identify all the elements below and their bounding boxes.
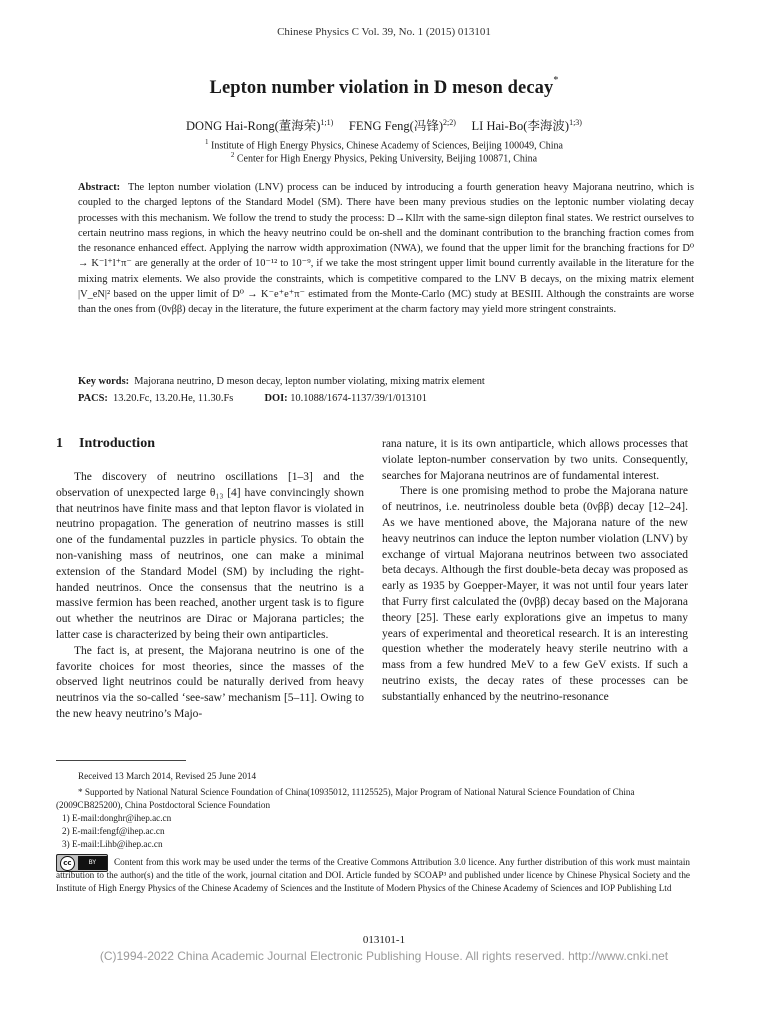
abstract-text: The lepton number violation (LNV) process can be induced by introducing a fourth generation heavy Majorana neutrino, which is coupled to the charged leptons of the Standard Model (SM). There have been many previous studies on the leptonic number violating decay processes with this mechanism. We follow the trend to study the process: D→Kllπ with the same-sign dilepton final states. We restrict ourselves to certain neutrino mass regions, in which the heavy neutrino could be on-shell and the dominant contribution to the branching fraction comes from the resonance enhanced effect. Applying the narrow width approximation (NWA), we found that the upper limit for the branching fractions for D⁰ → K⁻l⁺l⁺π⁻ are generally at the order of 10⁻¹² to 10⁻⁹, if we take the most stringent upper limit bound currently available in the literature for the mixing matrix elements. We also provide the constraints, which is competitive compared to the LNV B decays, on the mixing matrix element |V_eN|² based on the upper limit of D⁰ → K⁻e⁺e⁺π⁻ estimated from the Monte-Carlo (MC) study at BESIII. Although the constraints are worse than the ones from (0νββ) decay in the literature, the future experiment at the charm factory may yield more stringent constraints. (78, 182, 694, 316)
author-2: FENG Feng(冯锋)$^{2;2)}$ (348, 117, 456, 133)
paper-title (0, 75, 768, 99)
email-2[interactable]: 2) E-mail:fengf@ihep.ac.cn (62, 826, 165, 836)
column-left (56, 470, 364, 723)
email-1[interactable]: 1) E-mail:donghr@ihep.ac.cn (62, 813, 172, 823)
received-date: Received 13 March 2014, Revised 25 June 2014 (78, 771, 257, 781)
paragraph: The discovery of neutrino oscillations [1–3] and the observation of unexpected large θ₁₃ [4] have convincingly shown that neutrinos have finite mass and that lepton flavor is violated in neutrino propagation. The generation of neutrino masses is still one of the fundamental puzzles in particle physics. To obtain the non-vanishing mass of neutrinos, one can make a minimal extension of the Standard Model (SM) by including the right-handed neutrinos. Once the consensus that the neutrino is a massive fermion has been reached, another urgent task is to figure out whether the neutrinos are Dirac or Majorana particles; the latter case is characterized by being their own antiparticles. (56, 471, 364, 641)
pacs-codes: 13.20.Fc, 13.20.He, 11.30.Fs (113, 393, 234, 404)
running-header: Chinese Physics C Vol. 39, No. 1 (2015) 013101 (277, 26, 491, 38)
paragraph: The fact is, at present, the Majorana neutrino is one of the favorite choices for most theories, since the masses of the observed light neutrinos could be naturally derived from heavy neutrinos via the so-called ‘see-saw’ mechanism [5–11]. Owing to the new heavy neutrino’s Majo- (56, 644, 364, 720)
author-1: DONG Hai-Rong(董海荣)$^{1;1)}$ (186, 117, 334, 133)
author-3: LI Hai-Bo(李海波)$^{1;3)}$ (471, 117, 582, 133)
cc-circle-icon: cc (60, 856, 75, 871)
abstract-label: Abstract: (78, 182, 121, 193)
affiliation-2: $^2$ Center for High Energy Physics, Peking University, Beijing 100871, China (230, 151, 538, 165)
keywords: Key words: Majorana neutrino, D meson decay, lepton number violating, mixing matrix element (78, 376, 485, 387)
column-right (382, 437, 688, 706)
section-heading: 1 Introduction (56, 436, 155, 451)
funding-note: * Supported by National Natural Science Foundation of China(10935012, 11125525), Major Program of National Natural Science Foundation of China (2009CB825200), China Postdoctoral Science Foundation (56, 787, 635, 810)
author-list (0, 116, 768, 134)
paragraph: There is one promising method to probe the Majorana nature of neutrinos, i.e. neutrinoless double beta (0νββ) decay [12–24]. As we have mentioned above, the Majorana nature of the new heavy neutrinos can induce the lepton number violation (LNV) by exchange of virtual Majorana neutrinos between two associated beta decays. Although the first double-beta decay was proposed as early as 1935 by Goepper-Mayer, it was not until four years later that Furry first calculated the (0νββ) decay based on the Majorana theory [25]. These early explorations give an impetus to many years of experimental and theoretical research. It is an interesting question whether the moderately heavy sterile neutrino with a mass from a few hundred MeV to a few GeV exists. If such a neutrino exists, the decay rates of these processes can be substantially enhanced by the neutrino-resonance (382, 485, 688, 703)
abstract (78, 180, 694, 318)
footnote-rule (56, 760, 186, 761)
title-text: Lepton number violation in D meson decay (209, 78, 554, 99)
affiliation-1: $^1$ Institute of High Energy Physics, Chinese Academy of Sciences, Beijing 100049, China (205, 138, 563, 152)
cc-by-icon: BY (78, 856, 107, 870)
page-number: 013101-1 (362, 934, 406, 946)
license-note: Content from this work may be used under the terms of the Creative Commons Attribution 3.0 licence. Any further distribution of this work must maintain attribution to the author(s) and the title of the work, journal citation and DOI. Article funded by SCOAP³ and published under licence by Chinese Physical Society and the Institute of High Energy Physics of the Chinese Academy of Sciences and the Institute of Modern Physics of the Chinese Academy of Sciences and IOP Publishing Ltd (56, 857, 690, 893)
pacs-doi-line: PACS: 13.20.Fc, 13.20.He, 11.30.Fs DOI: 10.1088/1674-1137/39/1/013101 (78, 393, 427, 404)
paragraph: rana nature, it is its own antiparticle, which allows processes that violate lepton-number conservation by two units. Consequently, searches for Majorana neutrinos are of fundamental interest. (382, 438, 688, 482)
cnki-watermark: (C)1994-2022 China Academic Journal Electronic Publishing House. All rights reserved. http://www.cnki.net (99, 949, 669, 963)
title-footnote-mark: * (553, 75, 559, 86)
doi-value[interactable]: 10.1088/1674-1137/39/1/013101 (290, 393, 427, 404)
email-3[interactable]: 3) E-mail:Lihb@ihep.ac.cn (62, 839, 163, 849)
